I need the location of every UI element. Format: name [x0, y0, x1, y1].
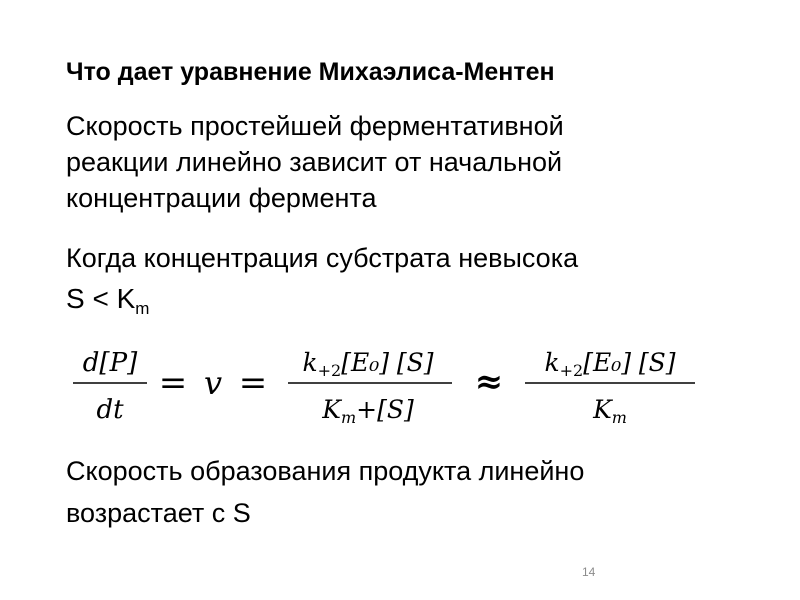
velocity-symbol: v	[203, 364, 223, 402]
right-numerator-rest: [E₀] [S]	[583, 348, 676, 377]
middle-numerator	[302, 348, 433, 380]
k-m-symbol: K	[593, 395, 612, 424]
middle-denominator-rest: +[S]	[356, 395, 414, 424]
slide-number: 14	[582, 565, 596, 579]
right-numerator	[544, 348, 675, 380]
michaelis-menten-equation	[0, 336, 800, 436]
paragraph-line: Скорость простейшей ферментативной	[66, 111, 564, 141]
equals-sign-1: =	[158, 363, 188, 403]
paragraph-line: Скорость образования продукта линейно	[66, 456, 585, 486]
k-subscript: +2	[317, 361, 342, 380]
k-m-subscript: m	[340, 408, 357, 427]
condition-s: S	[66, 283, 85, 314]
condition-less-than: <	[92, 283, 109, 314]
lhs-numerator: d[P]	[82, 348, 138, 378]
middle-numerator-rest: [E₀] [S]	[341, 348, 434, 377]
k-m-symbol: K	[322, 395, 341, 424]
paragraph-enzyme-linear	[66, 108, 564, 216]
k-subscript: +2	[559, 361, 584, 380]
paragraph-line: концентрации фермента	[66, 183, 377, 213]
paragraph-line: возрастает с S	[66, 498, 251, 528]
k-symbol: k	[302, 348, 318, 377]
right-denominator	[592, 395, 627, 427]
slide-title: Что дает уравнение Михаэлиса-Ментен	[66, 58, 555, 86]
approx-sign: ≈	[474, 362, 504, 402]
equals-sign-2: =	[238, 363, 268, 403]
paragraph-line: реакции линейно зависит от начальной	[66, 147, 563, 177]
condition-m-subscript: m	[135, 299, 150, 318]
condition-k: K	[116, 283, 136, 314]
k-symbol: k	[544, 348, 560, 377]
lhs-denominator: dt	[96, 395, 124, 425]
paragraph-low-substrate: Когда концентрация субстрата невысока	[66, 243, 579, 273]
condition-s-less-km	[66, 283, 149, 319]
middle-denominator	[321, 395, 414, 427]
k-m-subscript: m	[611, 408, 627, 427]
paragraph-product-rate	[66, 450, 584, 534]
